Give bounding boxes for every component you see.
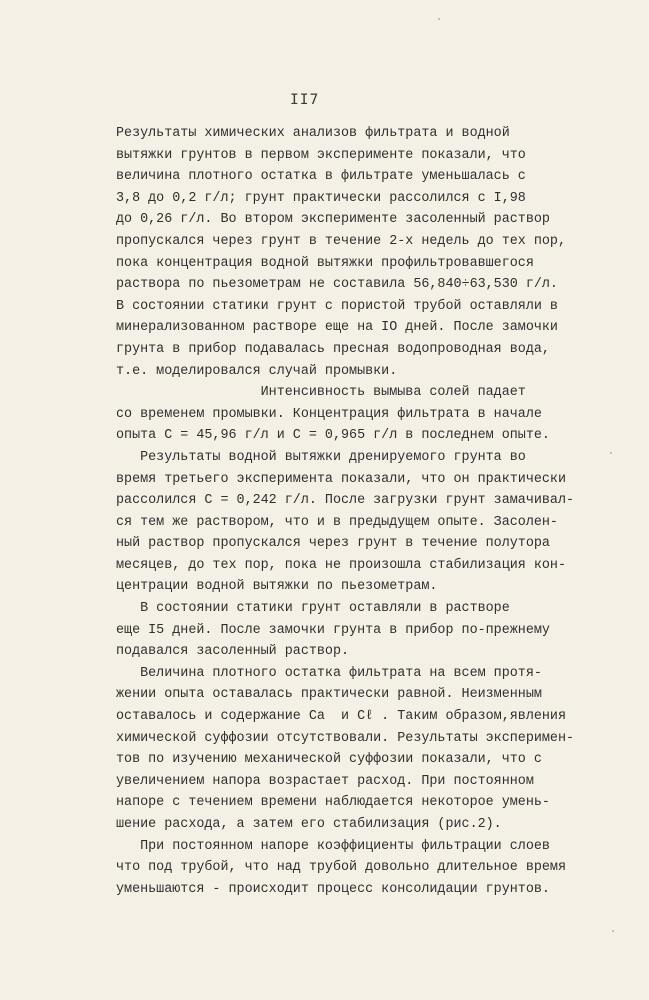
text-line: со временем промывки. Концентрация фильтрата в начале [116, 406, 542, 422]
text-line: Результаты водной вытяжки дренируемого грунта во [116, 449, 526, 465]
text-line: до 0,26 г/л. Во втором эксперименте засоленный раствор [116, 212, 550, 228]
text-line: подавался засоленный раствор. [116, 644, 350, 660]
text-line: минерализованном растворе еще на IО дней. После замочки [116, 320, 558, 336]
text-line: Результаты химических анализов фильтрата и водной [116, 126, 510, 141]
text-line: В состоянии статики грунт оставляли в растворе [116, 601, 510, 617]
text-line: В состоянии статики грунт с пористой трубой оставляли в [116, 298, 558, 314]
text-line: вытяжки грунтов в первом эксперименте показали, что [116, 147, 526, 163]
text-line: время третьего эксперимента показали, что он практически [116, 471, 566, 487]
text-line: грунта в прибор подавалась пресная водопроводная вода, [116, 341, 550, 357]
text-line: ся тем же раствором, что и в предыдущем опыте. Засолен- [116, 514, 558, 530]
text-line: пропускался через грунт в течение 2-х недель до тех пор, [116, 233, 566, 249]
text-line: напоре с течением времени наблюдается некоторое умень- [116, 795, 550, 811]
text-line: шение расхода, а затем его стабилизация (рис.2). [116, 817, 502, 832]
paper-speck [610, 452, 612, 454]
text-line: центрации водной вытяжки по пьезометрам. [116, 579, 438, 595]
text-line: Величина плотного остатка фильтрата на всем протя- [116, 665, 542, 681]
body-text [116, 123, 636, 900]
text-line: При постоянном напоре коэффициенты фильтрации слоев [116, 838, 550, 854]
text-line: пока концентрация водной вытяжки профильтровавшегося [116, 255, 534, 271]
text-line: уменьшаются - происходит процесс консолидации грунтов. [116, 881, 550, 897]
text-line: опыта С = 45,96 г/л и С = 0,965 г/л в последнем опыте. [116, 428, 550, 444]
text-line: еще I5 дней. После замочки грунта в прибор по-прежнему [116, 622, 550, 638]
text-line: 3,8 до 0,2 г/л; грунт практически рассолился с I,98 [116, 190, 526, 206]
text-line: ный раствор пропускался через грунт в течение полутора [116, 536, 550, 552]
text-line: Интенсивность вымыва солей падает [116, 385, 526, 401]
text-line: тов по изучению механической суффозии показали, что с [116, 752, 542, 768]
text-line: т.е. моделировался случай промывки. [116, 363, 398, 379]
text-line: увеличением напора возрастает расход. При постоянном [116, 773, 534, 789]
paper-speck [438, 18, 440, 20]
paper-speck [612, 930, 614, 932]
text-line: раствора по пьезометрам не составила 56,840÷63,530 г/л. [116, 277, 558, 293]
text-line: жении опыта оставалась практически равной. Неизменным [116, 687, 542, 703]
text-line: что под трубой, что над трубой довольно длительное время [116, 860, 566, 876]
text-line: химической суффозии отсутствовали. Результаты эксперимен- [116, 730, 575, 746]
text-line: месяцев, до тех пор, пока не произошла стабилизация кон- [116, 557, 566, 573]
text-line: оставалось и содержание Са и Cℓ . Таким образом,явления [116, 709, 566, 725]
text-line: рассолился С = 0,242 г/л. После загрузки грунт замачивал- [116, 493, 575, 509]
text-line: величина плотного остатка в фильтрате уменьшалась с [116, 169, 526, 185]
page-number: II7 [290, 92, 320, 108]
